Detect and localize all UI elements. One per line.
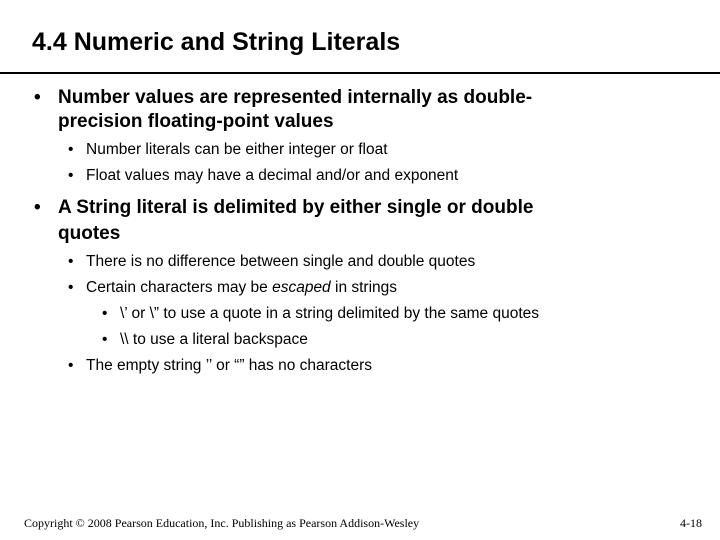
copyright-footer: Copyright © 2008 Pearson Education, Inc. Publishing as Pearson Addison-Wesley (24, 516, 420, 530)
bullet-icon: • (102, 331, 108, 348)
bullet-icon: • (68, 141, 74, 158)
bullet-icon: • (68, 279, 74, 296)
slide-title: 4.4 Numeric and String Literals (32, 28, 401, 56)
bullet-line: quotes (58, 223, 121, 244)
sub-sub-bullet-text: \’ or \” to use a quote in a string delimited by the same quotes (120, 305, 540, 322)
sub-sub-bullet-text: \\ to use a literal backspace (120, 331, 308, 348)
bullet-icon: • (34, 87, 41, 108)
bullet-icon: • (68, 357, 74, 374)
page-number: 4-18 (680, 516, 702, 530)
bullet-icon: • (68, 167, 74, 184)
bullet-line: A String literal is delimited by either single or double (58, 197, 534, 218)
bullet-line: precision floating-point values (58, 111, 334, 132)
bullet-line: Number values are represented internally as double- (58, 87, 533, 108)
bullet-icon: • (68, 253, 74, 270)
bullet-icon: • (34, 197, 41, 218)
title-divider (0, 72, 720, 74)
sub-bullet-text (86, 278, 397, 298)
emphasis-text: escaped (272, 279, 331, 296)
sub-bullet-text-part: in strings (330, 279, 398, 296)
sub-bullet-text: There is no difference between single and double quotes (86, 253, 476, 270)
sub-bullet-text: The empty string ’’ or “” has no characters (86, 357, 373, 374)
bullet-icon: • (102, 305, 108, 322)
sub-bullet-text-part: Certain characters may be (86, 279, 273, 296)
sub-bullet-text: Number literals can be either integer or float (86, 141, 388, 158)
sub-bullet-text: Float values may have a decimal and/or and exponent (86, 167, 459, 184)
